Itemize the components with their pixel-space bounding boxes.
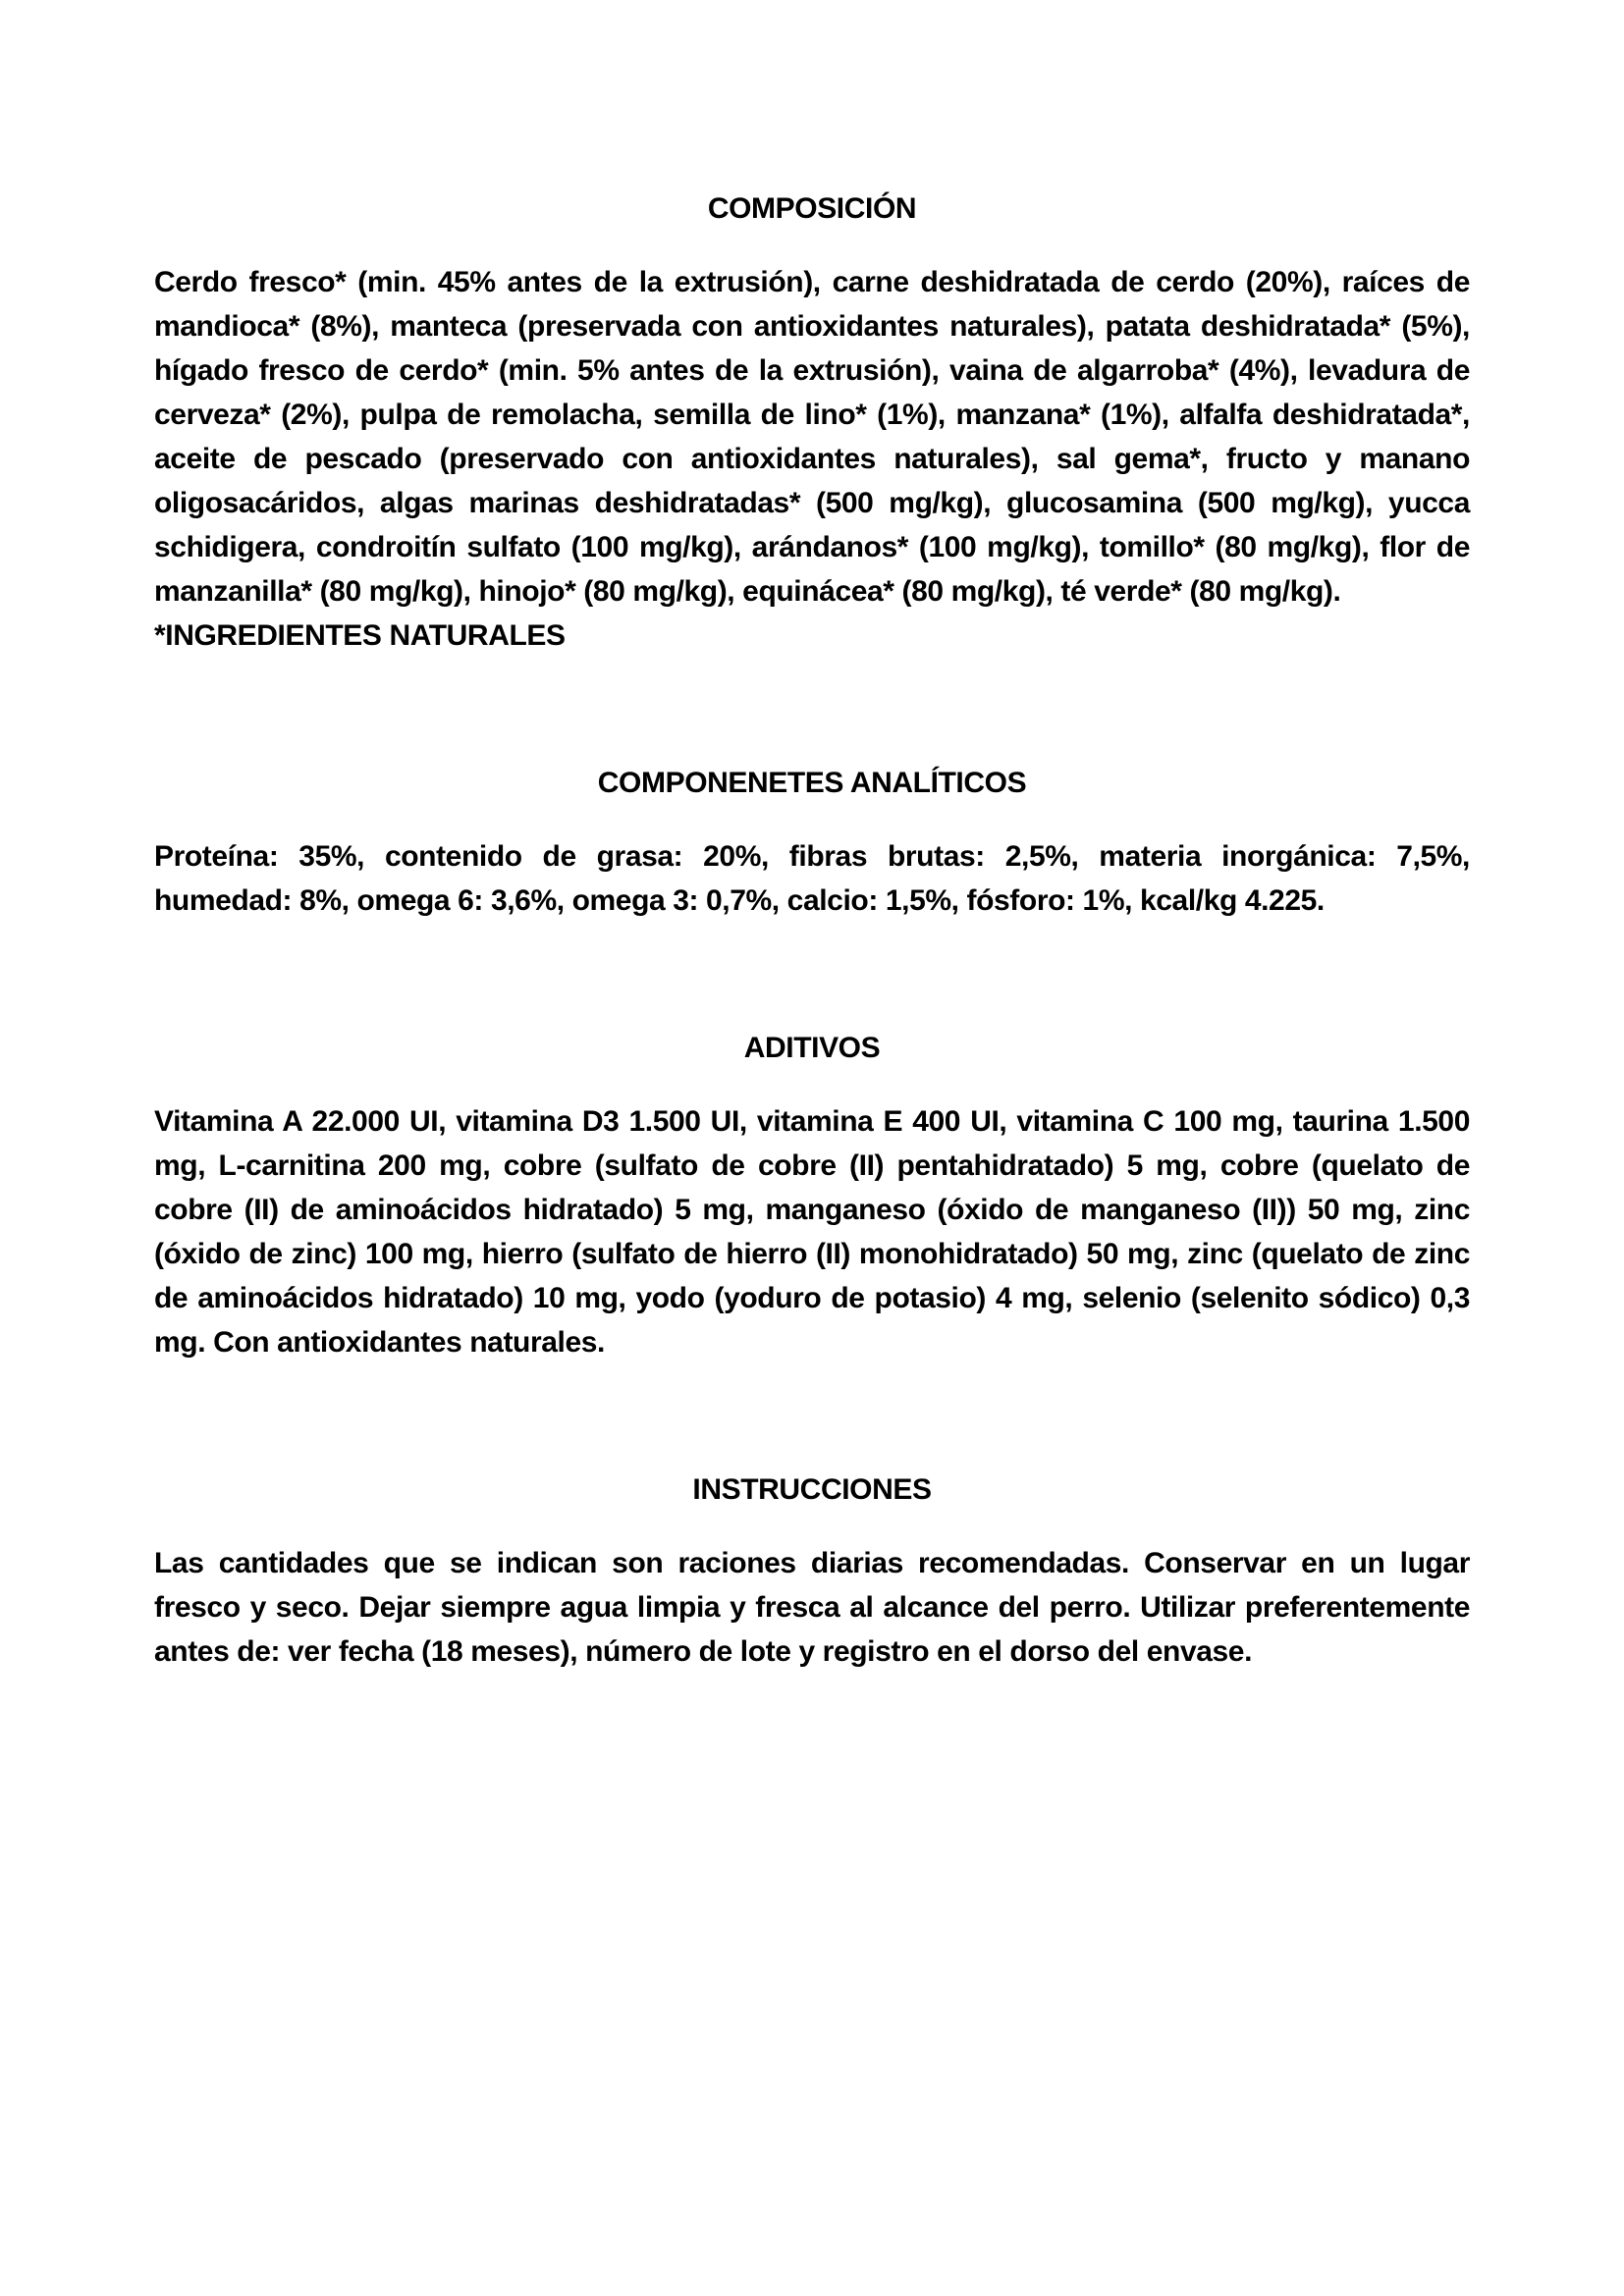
heading-aditivos: ADITIVOS — [743, 1032, 881, 1064]
section-instrucciones — [154, 1468, 1470, 1674]
section-componentes-analiticos — [154, 761, 1470, 923]
section-aditivos — [154, 1026, 1470, 1364]
heading-composicion: COMPOSICIÓN — [707, 192, 917, 225]
section-composicion — [154, 187, 1470, 658]
note-ingredientes-naturales: *INGREDIENTES NATURALES — [154, 619, 566, 652]
paragraph-composicion: Cerdo fresco* (min. 45% antes de la extrusión), carne deshidratada de cerdo (20%), raíces de mandioca* (8%), manteca (preservada con antioxidantes naturales), patata deshidratada* (5%), hígado fresco de cerdo* (min. 5% antes de la extrusión), vaina de algarroba* (4%), levadura de cerveza* (2%), pulpa de remolacha, semilla de lino* (1%), manzana* (1%), alfalfa deshidratada*, aceite de pescado (preservado con antioxidantes naturales), sal gema*, fructo y manano oligosacáridos, algas marinas deshidratadas* (500 mg/kg), glucosamina (500 mg/kg), yucca schidigera, condroitín sulfato (100 mg/kg), arándanos* (100 mg/kg), tomillo* (80 mg/kg), flor de manzanilla* (80 mg/kg), hinojo* (80 mg/kg), equinácea* (80 mg/kg), té verde* (80 mg/kg). — [154, 266, 1470, 608]
heading-instrucciones: INSTRUCCIONES — [692, 1473, 932, 1506]
heading-componentes-analiticos: COMPONENETES ANALÍTICOS — [597, 767, 1027, 799]
paragraph-componentes-analiticos: Proteína: 35%, contenido de grasa: 20%, fibras brutas: 2,5%, materia inorgánica: 7,5%, humedad: 8%, omega 6: 3,6%, omega 3: 0,7%, calcio: 1,5%, fósforo: 1%, kcal/kg 4.225. — [154, 840, 1470, 917]
paragraph-aditivos: Vitamina A 22.000 UI, vitamina D3 1.500 UI, vitamina E 400 UI, vitamina C 100 mg, taurina 1.500 mg, L-carnitina 200 mg, cobre (sulfato de cobre (II) pentahidratado) 5 mg, cobre (quelato de cobre (II) de aminoácidos hidratado) 5 mg, manganeso (óxido de manganeso (II)) 50 mg, zinc (óxido de zinc) 100 mg, hierro (sulfato de hierro (II) monohidratado) 50 mg, zinc (quelato de zinc de aminoácidos hidratado) 10 mg, yodo (yoduro de potasio) 4 mg, selenio (selenito sódico) 0,3 mg. Con antioxidantes naturales. — [154, 1105, 1470, 1359]
paragraph-instrucciones: Las cantidades que se indican son raciones diarias recomendadas. Conservar en un lugar fresco y seco. Dejar siempre agua limpia y fresca al alcance del perro. Utilizar preferentemente antes de: ver fecha (18 meses), número de lote y registro en el dorso del envase. — [154, 1547, 1470, 1668]
